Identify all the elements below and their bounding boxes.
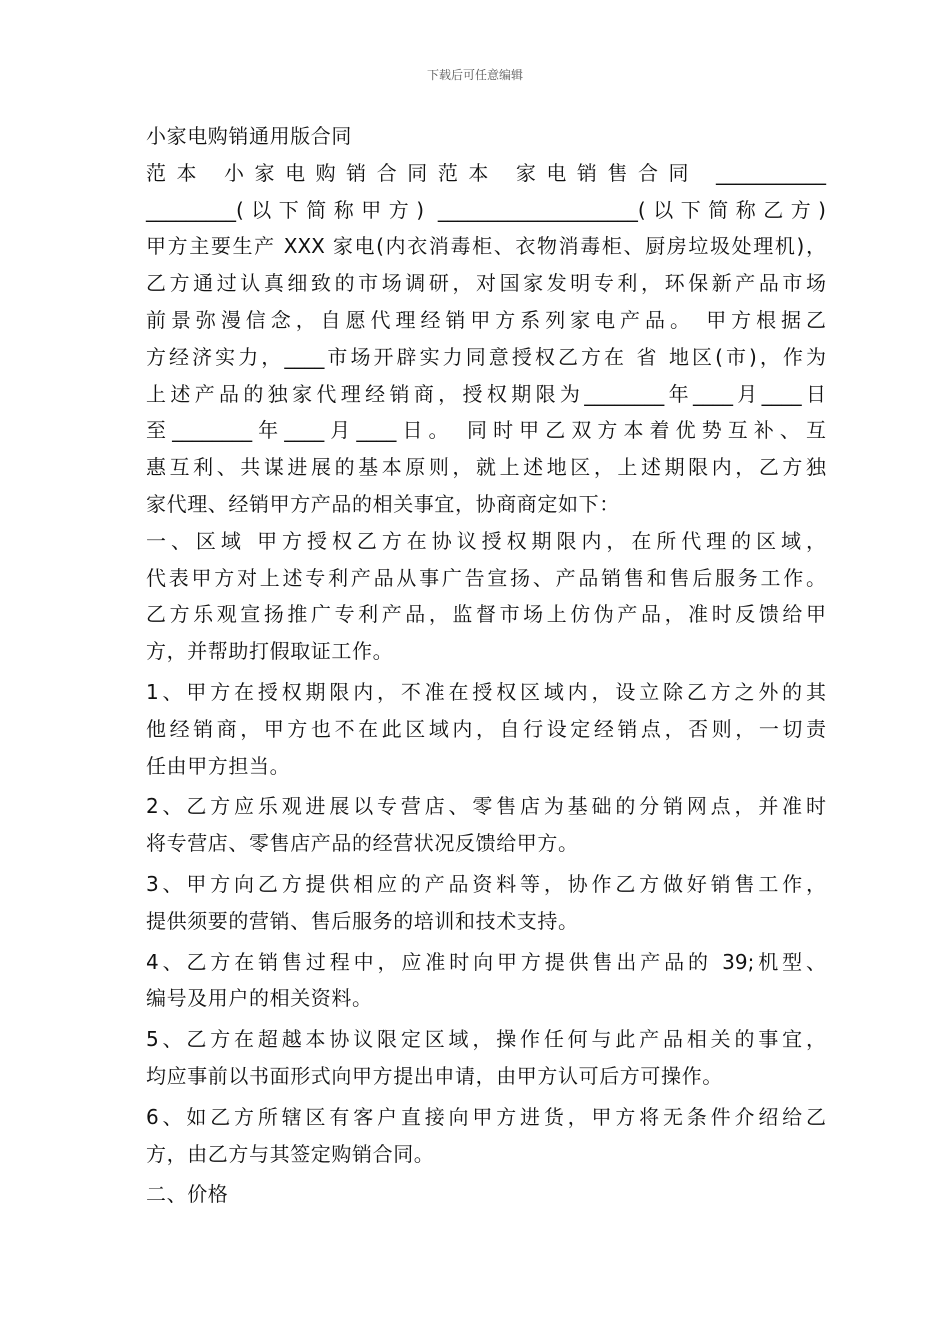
- text-line: 一、区域 甲方授权乙方在协议授权期限内，在所代理的区域，: [146, 528, 826, 553]
- text-line: 4、乙方在销售过程中，应准时向甲方提供售出产品的 39;机型、: [146, 949, 826, 974]
- text-line: 提供须要的营销、售后服务的培训和技术支持。: [146, 908, 579, 933]
- text-line: 5、乙方在超越本协议限定区域，操作任何与此产品相关的事宜，: [146, 1027, 826, 1052]
- text-line: 方经济实力，____市场开辟实力同意授权乙方在 省 地区(市)，作为: [146, 344, 826, 369]
- text-line: 均应事前以书面形式向甲方提出申请，由甲方认可后方可操作。: [146, 1063, 723, 1088]
- text-line: 甲方主要生产 XXX 家电(内衣消毒柜、衣物消毒柜、厨房垃圾处理机)，: [146, 234, 826, 259]
- text-line: 惠互利、共谋进展的基本原则，就上述地区，上述期限内，乙方独: [146, 455, 826, 480]
- text-line: 6、如乙方所辖区有客户直接向甲方进货，甲方将无条件介绍给乙: [146, 1104, 826, 1129]
- text-line: 方，并帮助打假取证工作。: [146, 639, 394, 664]
- text-line: 代表甲方对上述专利产品从事广告宣扬、产品销售和售后服务工作。: [146, 565, 826, 590]
- text-line: 任由甲方担当。: [146, 753, 291, 778]
- text-line: 范本 小家电购销合同范本 家电销售合同 ___________: [146, 160, 826, 185]
- page-header-note: 下载后可任意编辑: [426, 68, 523, 82]
- text-line: 乙方乐观宣扬推广专利产品，监督市场上仿伪产品，准时反馈给甲: [146, 602, 826, 627]
- text-line: _________(以下简称甲方) ____________________(以下简称乙方): [146, 197, 826, 222]
- text-line: 二、价格: [146, 1182, 229, 1207]
- text-line: 乙方通过认真细致的市场调研，对国家发明专利，环保新产品市场: [146, 271, 826, 296]
- text-line: 1、甲方在授权期限内，不准在授权区域内，设立除乙方之外的其: [146, 679, 826, 704]
- text-line: 3、甲方向乙方提供相应的产品资料等，协作乙方做好销售工作，: [146, 871, 826, 896]
- text-line: 将专营店、零售店产品的经营状况反馈给甲方。: [146, 831, 579, 856]
- document-title: 小家电购销通用版合同: [146, 124, 352, 148]
- text-line: 上述产品的独家代理经销商，授权期限为________年____月____日: [146, 381, 826, 406]
- text-line: 至________年____月____日。 同时甲乙双方本着优势互补、互: [146, 418, 826, 443]
- contract-body: [146, 118, 826, 1213]
- text-line: 家代理、经销甲方产品的相关事宜，协商商定如下：: [146, 491, 620, 516]
- text-line: 编号及用户的相关资料。: [146, 986, 373, 1011]
- text-line: 2、乙方应乐观进展以专营店、零售店为基础的分销网点，并准时: [146, 794, 826, 819]
- text-line: 方，由乙方与其签定购销合同。: [146, 1141, 435, 1166]
- text-line: 前景弥漫信念，自愿代理经销甲方系列家电产品。 甲方根据乙: [146, 307, 826, 332]
- text-line: 他经销商，甲方也不在此区域内，自行设定经销点，否则，一切责: [146, 716, 826, 741]
